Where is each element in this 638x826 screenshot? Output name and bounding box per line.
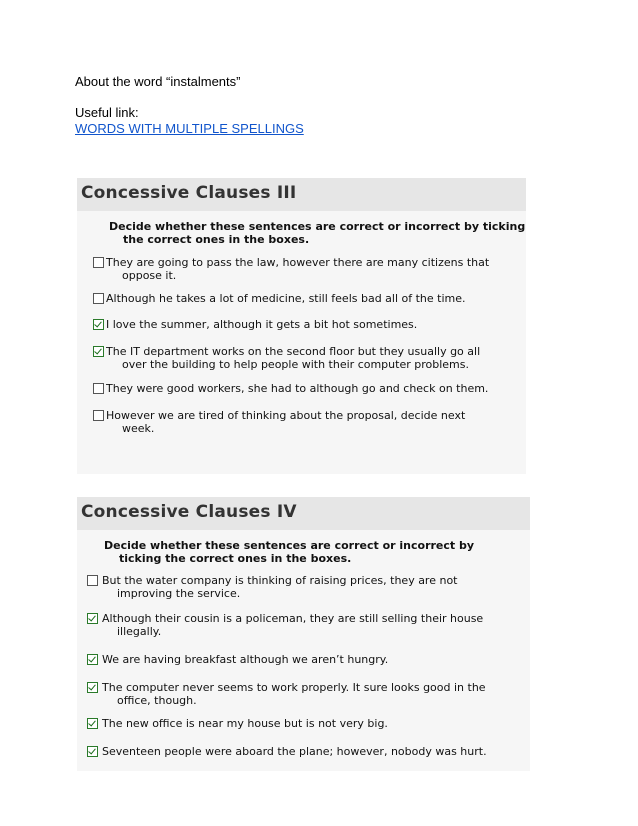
- concessive-clauses-iii-panel: [77, 178, 526, 474]
- checked-checkbox[interactable]: [87, 718, 98, 729]
- checklist-item: [87, 653, 388, 666]
- checked-checkbox[interactable]: [87, 613, 98, 624]
- item-text: The computer never seems to work properly. It sure looks good in the: [102, 681, 486, 694]
- checklist-item: [93, 345, 480, 371]
- item-text: We are having breakfast although we aren’t hungry.: [102, 653, 389, 666]
- unchecked-checkbox[interactable]: [93, 293, 104, 304]
- checklist-item: [93, 409, 465, 435]
- checklist-item: [93, 256, 489, 282]
- item-text: However we are tired of thinking about the proposal, decide next: [106, 409, 466, 422]
- checklist-item: [87, 745, 487, 758]
- item-text: illegally.: [117, 625, 162, 638]
- unchecked-checkbox[interactable]: [93, 383, 104, 394]
- item-text: over the building to help people with their computer problems.: [122, 358, 469, 371]
- item-text: improving the service.: [117, 587, 241, 600]
- concessive-clauses-iv-panel: [77, 497, 530, 771]
- checked-checkbox[interactable]: [87, 746, 98, 757]
- item-text: Although he takes a lot of medicine, still feels bad all of the time.: [106, 292, 466, 305]
- intro-section: [75, 74, 304, 137]
- checked-checkbox[interactable]: [93, 319, 104, 330]
- item-text: But the water company is thinking of raising prices, they are not: [102, 574, 458, 587]
- panel-title: Concessive Clauses III: [81, 183, 297, 203]
- checked-checkbox[interactable]: [93, 346, 104, 357]
- item-text: office, though.: [117, 694, 197, 707]
- item-text: They were good workers, she had to although go and check on them.: [106, 382, 489, 395]
- checklist-item: [87, 717, 388, 730]
- multiple-spellings-link[interactable]: WORDS WITH MULTIPLE SPELLINGS: [75, 121, 304, 136]
- instruction: Decide whether these sentences are correct or incorrect by ticking the correct ones in the boxes.: [109, 220, 526, 246]
- item-text: oppose it.: [122, 269, 177, 282]
- checklist-item: [87, 612, 483, 638]
- panel-title: Concessive Clauses IV: [81, 502, 297, 522]
- checklist-item: [87, 681, 486, 707]
- instruction: Decide whether these sentences are correct or incorrect by ticking the correct ones in the boxes.: [104, 539, 475, 565]
- unchecked-checkbox[interactable]: [93, 257, 104, 268]
- useful-link-label: Useful link:: [75, 105, 139, 120]
- checklist-item: [93, 292, 466, 305]
- item-text: Although their cousin is a policeman, they are still selling their house: [102, 612, 484, 625]
- checked-checkbox[interactable]: [87, 654, 98, 665]
- item-text: Seventeen people were aboard the plane; however, nobody was hurt.: [102, 745, 487, 758]
- checklist-item: [93, 382, 488, 395]
- item-text: The IT department works on the second floor but they usually go all: [106, 345, 481, 358]
- about-text: About the word “instalments”: [75, 74, 241, 89]
- checked-checkbox[interactable]: [87, 682, 98, 693]
- checklist-item: [87, 574, 458, 600]
- item-text: They are going to pass the law, however there are many citizens that: [106, 256, 490, 269]
- unchecked-checkbox[interactable]: [93, 410, 104, 421]
- item-text: The new office is near my house but is not very big.: [102, 717, 388, 730]
- item-text: week.: [122, 422, 155, 435]
- item-text: I love the summer, although it gets a bit hot sometimes.: [106, 318, 418, 331]
- unchecked-checkbox[interactable]: [87, 575, 98, 586]
- checklist-item: [93, 318, 417, 331]
